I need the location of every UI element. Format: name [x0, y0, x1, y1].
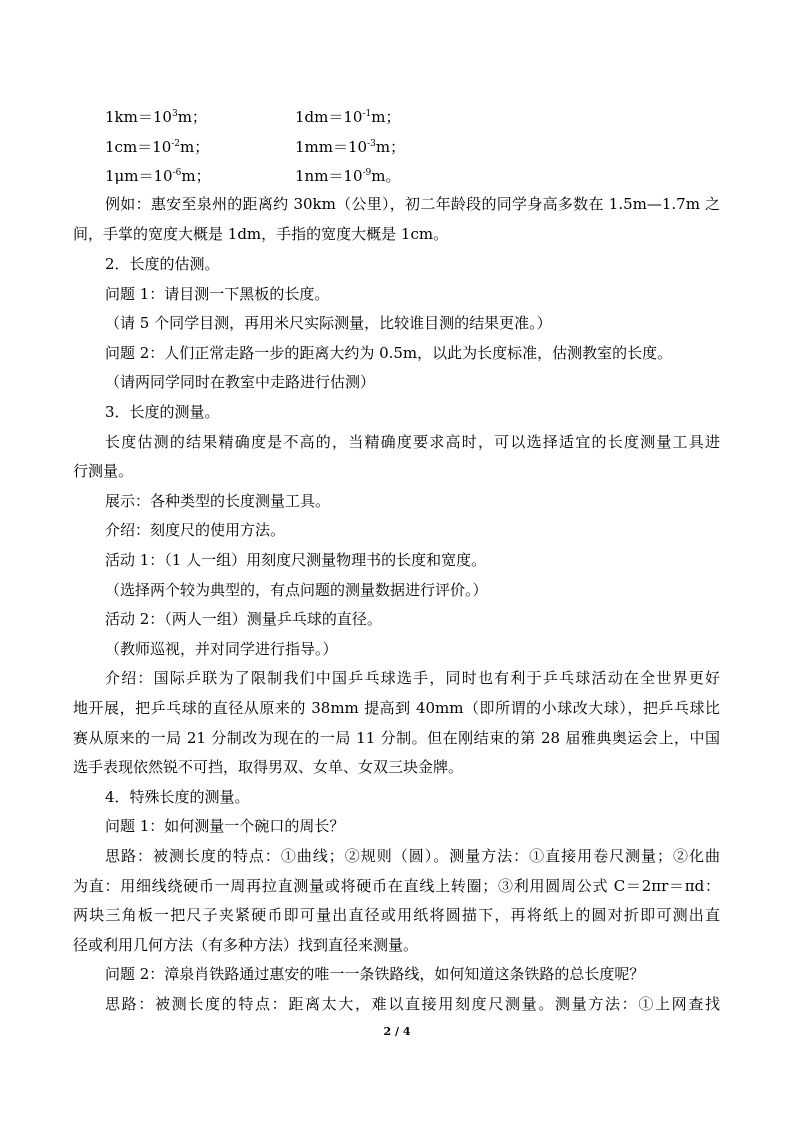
paragraph-line: 行测量。 — [73, 462, 134, 480]
paragraph-line: 径或利用几何方法（有多种方法）找到直径来测量。 — [73, 936, 419, 954]
unit-um: $1\mu m=10^{-6}m$； — [105, 167, 211, 185]
paragraph-line: 赛从原来的一局 21 分制改为现在的一局 11 分制。但在刚结束的第 28 届雅典奥运会上，中国 — [73, 729, 720, 747]
paragraph-line: 长度估测的结果精确度是不高的，当精确度要求高时，可以选择适宜的长度测量工具进 — [105, 433, 720, 451]
unit-row-3 — [105, 165, 505, 185]
paragraph-line: （请两同学同时在教室中走路进行估测） — [105, 373, 376, 391]
unit-row-1 — [105, 106, 505, 126]
unit-row-2 — [105, 136, 505, 156]
paragraph-line: 为直：用细线绕硬币一周再拉直测量或将硬币在直线上转圈；③利用圆周公式 C＝2πr＝πd： — [73, 877, 720, 895]
paragraph-line: 活动 2：（两人一组）测量乒乓球的直径。 — [105, 610, 382, 628]
unit-cm: $1cm=10^{-2}m$； — [105, 138, 210, 156]
section-heading: 4．特殊长度的测量。 — [105, 788, 250, 806]
paragraph-line: （教师巡视，并对同学进行指导。） — [105, 640, 338, 658]
paragraph-line: 例如：惠安至泉州的距离约 30km（公里），初二年龄段的同学身高多数在 1.5m—1.7m 之 — [105, 195, 720, 213]
paragraph-line: 介绍：国际乒联为了限制我们中国乒乓球选手，同时也有利于乒乓球活动在全世界更好 — [105, 669, 720, 687]
section-heading: 2．长度的估测。 — [105, 255, 220, 273]
paragraph-line: 问题 1：如何测量一个碗口的周长？ — [105, 817, 345, 835]
paragraph-line: 问题 2：人们正常走路一步的距离大约为 0.5m，以此为长度标准，估测教室的长度。 — [105, 344, 673, 362]
paragraph-line: 选手表现依然锐不可挡，取得男双、女单、女双三块金牌。 — [73, 758, 464, 776]
paragraph-line: （请 5 个同学目测，再用米尺实际测量，比较谁目测的结果更准。） — [105, 314, 552, 332]
page-number: 2 / 4 — [383, 1025, 411, 1038]
paragraph-line: （选择两个较为典型的，有点问题的测量数据进行评价。） — [105, 581, 488, 599]
paragraph-line: 问题 1：请目测一下黑板的长度。 — [105, 285, 330, 303]
paragraph-line: 思路：被测长度的特点：距离太大，难以直接用刻度尺测量。测量方法：①上网查找 — [105, 995, 720, 1013]
unit-mm: $1mm=10^{-3}m$； — [295, 138, 406, 156]
paragraph-line: 问题 2：漳泉肖铁路通过惠安的唯一一条铁路线，如何知道这条铁路的总长度呢？ — [105, 965, 645, 983]
paragraph-line: 介绍：刻度尺的使用方法。 — [105, 521, 286, 539]
unit-km: $1km=10^3m$； — [105, 108, 207, 126]
unit-nm: $1nm=10^{-9}m$。 — [295, 167, 401, 185]
paragraph-line: 展示：各种类型的长度测量工具。 — [105, 492, 331, 510]
paragraph-line: 活动 1：（1 人一组）用刻度尺测量物理书的长度和宽度。 — [105, 551, 487, 569]
paragraph-line: 间，手掌的宽度大概是 1dm，手指的宽度大概是 1cm。 — [73, 225, 449, 243]
paragraph-line: 两块三角板一把尺子夹紧硬币即可量出直径或用纸将圆描下，再将纸上的圆对折即可测出直 — [73, 906, 720, 924]
paragraph-line: 地开展，把乒乓球的直径从原来的 38mm 提高到 40mm（即所谓的小球改大球），把乒乓球比 — [73, 699, 720, 717]
paragraph-line: 思路：被测长度的特点：①曲线；②规则（圆）。测量方法：①直接用卷尺测量；②化曲 — [105, 847, 720, 865]
unit-dm: $1dm=10^{-1}m$； — [295, 108, 401, 126]
section-heading: 3．长度的测量。 — [105, 403, 220, 421]
